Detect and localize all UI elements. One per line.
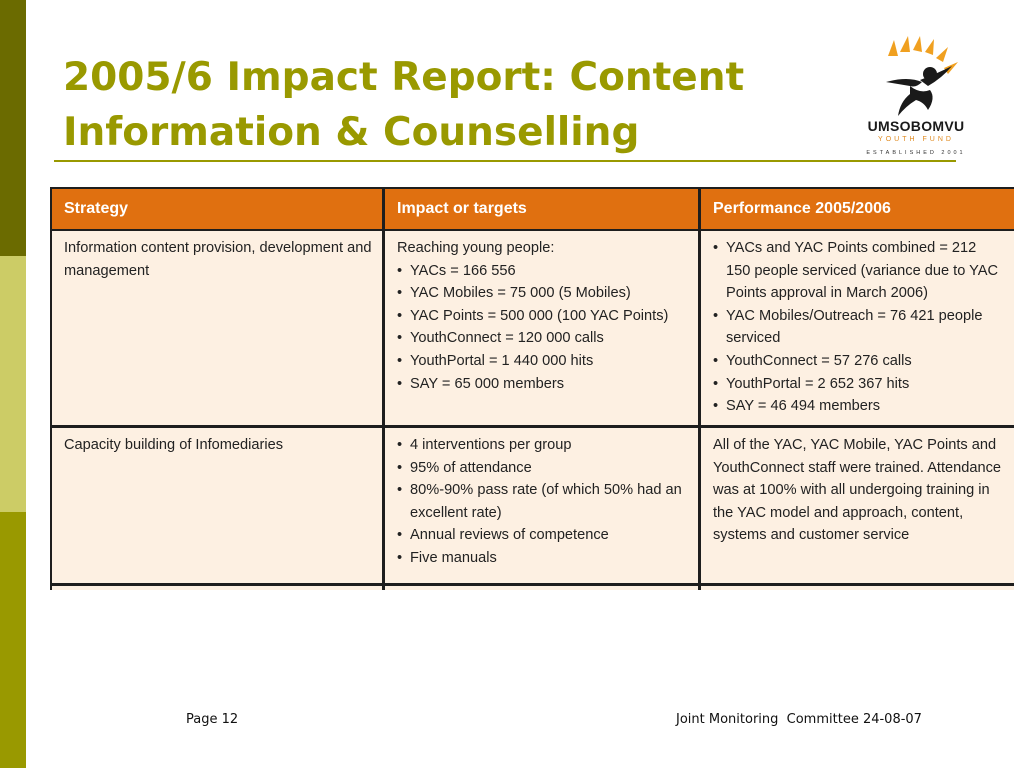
list-item: • 4 interventions per group — [397, 434, 688, 457]
table-row — [52, 425, 1014, 583]
list-item: • YouthPortal = 1 440 000 hits — [397, 350, 688, 373]
header-strategy: Strategy — [52, 189, 382, 229]
row2-strategy: Capacity building of Infomediaries — [52, 425, 382, 583]
list-item: • YAC Mobiles = 75 000 (5 Mobiles) — [397, 282, 688, 305]
header-impact: Impact or targets — [382, 189, 698, 229]
header-performance: Performance 2005/2006 — [698, 189, 1014, 229]
title-underline — [54, 160, 956, 162]
footer-page-number: Page 12 — [186, 712, 239, 727]
row1-impact-list — [397, 260, 688, 396]
list-item: • YAC Points = 500 000 (100 YAC Points) — [397, 305, 688, 328]
row1-impact — [382, 229, 698, 425]
row1-strategy: Information content provision, development and management — [52, 229, 382, 425]
list-item: • 95% of attendance — [397, 457, 688, 480]
list-item: • Annual reviews of competence — [397, 524, 688, 547]
impact-table — [52, 189, 1014, 590]
row1-impact-lead: Reaching young people: — [397, 240, 555, 256]
list-item: • YouthConnect = 120 000 calls — [397, 327, 688, 350]
table-header-row — [52, 189, 1014, 229]
row2-impact-list — [397, 434, 688, 570]
sidebar-stripe-bottom — [0, 512, 26, 768]
row3-cell — [698, 583, 1014, 590]
list-item: • SAY = 65 000 members — [397, 373, 688, 396]
row3-cell — [382, 583, 698, 590]
list-item: • YouthPortal = 2 652 367 hits — [713, 373, 1004, 396]
sidebar-stripe-middle — [0, 256, 26, 512]
logo-name: UMSOBOMVU — [867, 118, 965, 134]
impact-table-frame — [50, 187, 1014, 590]
list-item: • SAY = 46 494 members — [713, 395, 1004, 418]
row1-performance — [698, 229, 1014, 425]
footer-committee: Joint Monitoring Committee 24-08-07 — [676, 712, 922, 727]
list-item: • YACs = 166 556 — [397, 260, 688, 283]
slide-title-line-1: 2005/6 Impact Report: Content — [63, 55, 745, 100]
sun-figure-icon — [858, 36, 974, 120]
slide-title-line-2: Information & Counselling — [63, 110, 640, 155]
row2-impact — [382, 425, 698, 583]
table-row-partial — [52, 583, 1014, 590]
list-item: • 80%-90% pass rate (of which 50% had an excellent rate) — [397, 479, 688, 524]
list-item: • Five manuals — [397, 547, 688, 570]
row1-performance-list — [713, 237, 1004, 418]
list-item: • YACs and YAC Points combined = 212 150 people serviced (variance due to YAC Points approval in March 2006) — [713, 237, 1004, 305]
umsobomvu-logo — [858, 36, 974, 162]
list-item: • YouthConnect = 57 276 calls — [713, 350, 1004, 373]
row3-cell — [52, 583, 382, 590]
logo-subtitle: YOUTH FUND — [878, 136, 954, 143]
table-row — [52, 229, 1014, 425]
row2-performance: All of the YAC, YAC Mobile, YAC Points and YouthConnect staff were trained. Attendance was at 100% with all undergoing training in the YAC model and approach, content, systems and customer service — [698, 425, 1014, 583]
list-item: • YAC Mobiles/Outreach = 76 421 people serviced — [713, 305, 1004, 350]
logo-established: ESTABLISHED 2001 — [866, 150, 966, 156]
slide-title — [63, 50, 883, 160]
sidebar-stripe-top — [0, 0, 26, 256]
